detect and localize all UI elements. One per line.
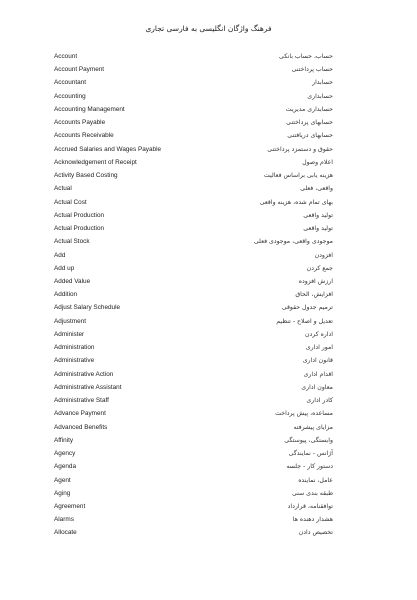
persian-translation: معاون اداری	[301, 383, 333, 391]
persian-translation: ارزش افزوده	[298, 277, 333, 285]
english-term: Aging	[54, 489, 71, 497]
persian-translation: حسابهای دریافتنی	[287, 132, 333, 140]
glossary-row	[54, 129, 366, 142]
english-term: Addition	[54, 291, 78, 299]
persian-translation: افزودن	[314, 251, 333, 259]
english-term: Accountant	[54, 79, 86, 87]
english-term: Added Value	[54, 277, 91, 285]
glossary-row	[54, 474, 366, 487]
persian-translation: هزینه یابی براساس فعالیت	[263, 172, 333, 180]
glossary-row	[54, 156, 366, 169]
english-term: Activity Based Costing	[54, 172, 118, 180]
glossary-row	[54, 222, 366, 235]
english-term: Agenda	[54, 463, 77, 471]
english-term: Account	[54, 53, 78, 60]
persian-translation: تولید واقعی	[303, 211, 333, 219]
english-term: Administrative Staff	[54, 397, 109, 405]
english-term: Administer	[54, 330, 85, 338]
english-term: Actual Production	[54, 211, 105, 219]
glossary-row	[54, 487, 366, 500]
glossary-row	[54, 275, 366, 288]
english-term: Actual Stock	[54, 238, 90, 246]
english-term: Administration	[54, 344, 95, 352]
english-term: Accounting	[54, 92, 86, 100]
persian-translation: ترمیم جدول حقوقی	[281, 304, 333, 312]
persian-translation: توافقنامه، قرارداد	[287, 502, 333, 510]
glossary-row	[54, 526, 366, 539]
persian-translation: حسابداری مدیریت	[285, 105, 333, 113]
english-term: Agent	[54, 476, 71, 484]
glossary-row	[54, 354, 366, 367]
glossary-row	[54, 394, 366, 407]
english-term: Actual Cost	[54, 198, 87, 206]
english-term: Administrative Assistant	[54, 383, 122, 391]
persian-translation: حساب، حساب بانکی	[279, 53, 333, 60]
persian-translation: تخصیص دادن	[298, 529, 333, 537]
glossary-row	[54, 169, 366, 182]
persian-translation: هشدار دهنده ها	[292, 516, 333, 524]
english-term: Administrative Action	[54, 370, 114, 378]
persian-translation: کادر اداری	[306, 397, 333, 405]
persian-translation: موجودی واقعی، موجودی فعلی	[253, 238, 333, 246]
english-term: Administrative	[54, 357, 95, 365]
glossary-row	[54, 182, 366, 195]
persian-translation: بهای تمام شده، هزینه واقعی	[259, 198, 333, 206]
persian-translation: واقعی، فعلی	[300, 185, 333, 193]
persian-translation: قانون اداری	[302, 357, 333, 365]
persian-translation: اداره کردن	[304, 330, 333, 338]
glossary-row	[54, 235, 366, 248]
persian-translation: مزایای پیشرفته	[293, 423, 333, 431]
glossary-row	[54, 103, 366, 116]
glossary-row	[54, 90, 366, 103]
persian-translation: حسابهای پرداختنی	[286, 119, 333, 127]
english-term: Allocate	[54, 529, 77, 537]
english-term: Alarms	[54, 516, 74, 524]
glossary-row	[54, 76, 366, 89]
english-term: Accounts Receivable	[54, 132, 114, 140]
english-term: Agency	[54, 450, 76, 458]
glossary-row	[54, 341, 366, 354]
english-term: Accounts Payable	[54, 119, 106, 127]
persian-translation: جمع کردن	[306, 264, 333, 272]
persian-translation: حساب پرداختنی	[291, 66, 333, 74]
persian-translation: وابستگی، پیوستگی	[284, 436, 333, 444]
english-term: Actual Production	[54, 225, 105, 233]
persian-translation: افزایش، الحاق	[295, 291, 333, 299]
glossary-row	[54, 262, 366, 275]
persian-translation: دستور کار - جلسه	[286, 463, 333, 471]
persian-translation: مساعده، پیش پرداخت	[275, 410, 333, 418]
glossary-row	[54, 500, 366, 513]
glossary-row	[54, 301, 366, 314]
persian-translation: حقوق و دستمزد پرداختنی	[267, 145, 333, 153]
english-term: Advanced Benefits	[54, 423, 108, 431]
persian-translation: تعدیل و اصلاح - تنظیم	[276, 317, 333, 325]
glossary-row	[54, 63, 366, 76]
persian-translation: عامل، نماینده	[298, 476, 333, 484]
english-term: Acknowledgement of Receipt	[54, 158, 137, 166]
persian-translation: آژانس - نمایندگی	[288, 450, 333, 458]
glossary-row	[54, 249, 366, 262]
english-term: Affinity	[54, 436, 74, 444]
glossary-row	[54, 328, 366, 341]
glossary-row	[54, 381, 366, 394]
english-term: Add	[54, 251, 66, 259]
glossary-list	[54, 50, 366, 540]
page-title: فرهنگ واژگان انگلیسی به فارسی تجاری	[145, 24, 272, 33]
glossary-row	[54, 143, 366, 156]
glossary-row	[54, 116, 366, 129]
english-term: Agreement	[54, 502, 86, 510]
persian-translation: اقدام اداری	[303, 370, 333, 378]
glossary-row	[54, 50, 366, 63]
persian-translation: امور اداری	[305, 344, 333, 352]
glossary-row	[54, 513, 366, 526]
glossary-row	[54, 407, 366, 420]
glossary-row	[54, 196, 366, 209]
english-term: Add up	[54, 264, 75, 272]
english-term: Actual	[54, 185, 72, 193]
persian-translation: تولید واقعی	[303, 225, 333, 233]
glossary-row	[54, 315, 366, 328]
english-term: Accrued Salaries and Wages Payable	[54, 145, 162, 153]
english-term: Advance Payment	[54, 410, 106, 418]
english-term: Adjust Salary Schedule	[54, 304, 121, 312]
persian-translation: حسابدار	[312, 79, 333, 87]
persian-translation: اعلام وصول	[302, 158, 333, 166]
persian-translation: طبقه بندی سنی	[291, 489, 333, 497]
glossary-row	[54, 434, 366, 447]
glossary-row	[54, 460, 366, 473]
glossary-row	[54, 209, 366, 222]
glossary-row	[54, 447, 366, 460]
glossary-row	[54, 288, 366, 301]
persian-translation: حسابداری	[307, 92, 333, 100]
english-term: Adjustment	[54, 317, 86, 325]
glossary-row	[54, 421, 366, 434]
english-term: Accounting Management	[54, 105, 125, 113]
english-term: Account Payment	[54, 66, 105, 74]
glossary-row	[54, 368, 366, 381]
